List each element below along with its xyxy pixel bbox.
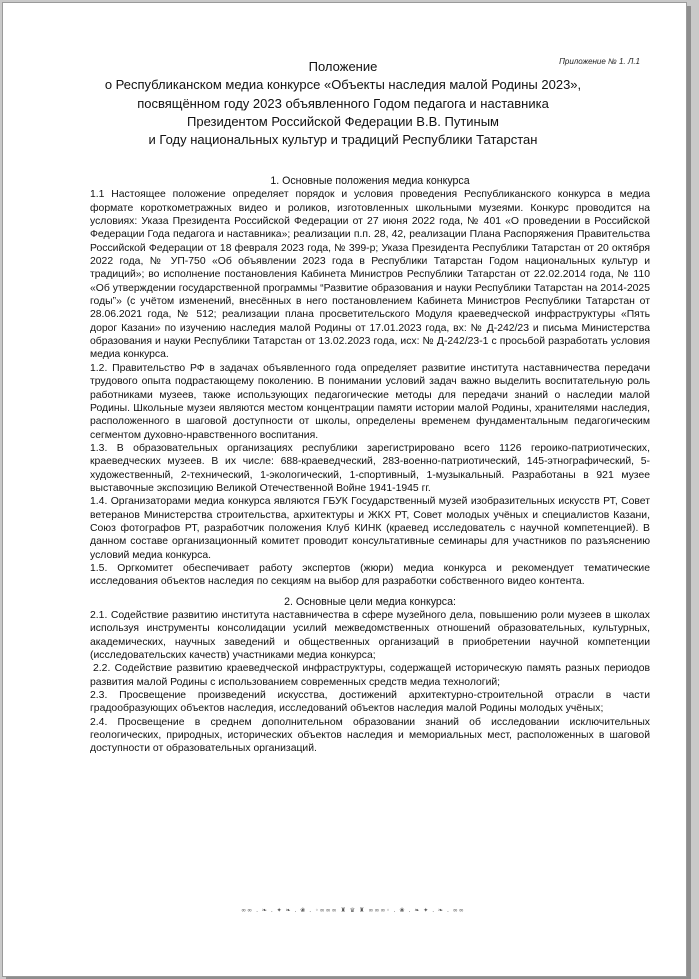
title-line: о Республиканском медиа конкурсе «Объекты наследия малой Родины 2023»,: [104, 77, 582, 93]
section-2-heading: 2. Основные цели медиа конкурса:: [284, 595, 456, 608]
title-line: Положение: [308, 59, 378, 74]
paragraph-2-1: 2.1. Содействие развитию института наставничества в сфере музейного дела, повышению роли музеев в школах используя инструменты консолидации усилий межведомственных отношений образовательных, культурных, академических, научных заведений и общественных организаций в приобретении научной компетенции (исследовательских качеств) участниками медиа конкурса;: [90, 610, 650, 662]
paragraph-1-4: 1.4. Организаторами медиа конкурса являются ГБУК Государственный музей изобразительных искусств РТ, Совет ветеранов Министерства строительства, архитектуры и ЖКХ РТ, Совет молодых учёных и специалистов Казани, Союз фотографов РТ, разработчик положения Клуб КИНК (краевед исследователь с научной компетенцией). В данном составе организационный комитет проводит консультативные семинары для участников по разъяснению условий медиа конкурса.: [90, 496, 650, 561]
section-1-heading: 1. Основные положения медиа конкурса: [270, 175, 470, 187]
footer-ornament: ∞∞ . ❧ . ✦ ❧ . ❀ . ◦∞∞∞ ♜ ♛ ♜ ∞∞∞◦ . ❀ . ❧ ✦ . ❧ . ∞∞: [241, 907, 465, 914]
paragraph-1-5: 1.5. Оргкомитет обеспечивает работу экспертов (жюри) медиа конкурса и рекомендует тематические исследования объектов наследия по секциям на выбор для разработки собственного видео контента.: [90, 562, 650, 588]
annex-label: Приложение № 1. Л.1: [559, 57, 640, 66]
paragraph-2-2: 2.2. Содействие развитию краеведческой инфраструктуры, содержащей историческую память разных периодов развития малой Родины с использованием современных средств медиа технологий;: [90, 663, 650, 688]
title-line: посвящённом году 2023 объявленного Годом педагога и наставника: [137, 95, 549, 111]
document-title: [63, 58, 623, 149]
paragraph-1-2: 1.2. Правительство РФ в задачах объявленного года определяет развитие института наставничества передачи трудового опыта подрастающему поколению. В понимании условий задач важно выделить воспитательную роль работниками музеев, также использующих педагогические методы для передачи знаний о наследии малой Родины. Школьные музеи являются местом концентрации памяти истории малой Родины, хранителями наследия, расположенного в шаговой доступности от школы, определены временем фундаментальным педагогическим сегментом духовно-нравственного воспитания.: [90, 362, 650, 441]
document-page: [2, 2, 687, 977]
paragraph-2-4: 2.4. Просвещение в среднем дополнительном образовании знаний об исследовании исключительных геологических, природных, исторических объектов наследия и мемориальных мест, расположенных в шаговой доступности от образовательных организаций.: [90, 716, 650, 755]
paragraph-2-3: 2.3. Просвещение произведений искусства, достижений архитектурно-строительной отрасли в части градообразующих объектов наследия, исследований объектов наследия малой Родины молодых учёных;: [90, 690, 650, 715]
title-line: и Году национальных культур и традиций Республики Татарстан: [148, 132, 538, 148]
document-body: [90, 175, 650, 756]
paragraph-1-1: 1.1 Настоящее положение определяет порядок и условия проведения Республиканского конкурса в медиа формате короткометражных видео и роликов, изготовленных школьными музеями. Конкурс проводится на условиях: Указа Президента Российской Федерации от 27 июня 2022 года, № 401 «О проведении в Российской Федерации Года педагога и наставника»; реализации п.п. 28, 42, реализации Плана Распоряжения Правительства Российской Федерации от 18 февраля 2023 года, № 399-р; Указа Президента Республики Татарстан от 20 октября 2022 года, № УП-750 «Об объявлении 2023 года в Республики Татарстан Годом национальных культур и традиций»; во исполнение постановления Кабинета Министров Республики Татарстан от 22.02.2014 года, № 110 «Об утверждении государственной программы “Развитие образования и науки Республики Татарстан на 2014-2025 годы”» (с учётом изменений, внесённых в него постановлением Кабинета Министров Республики Татарстан от 28.06.2021 года, № 512; реализации плана просветительского Модуля краеведческой инфраструктуры «Пять дорог Казани» по изучению наследия малой Родины от 17.01.2023 года, вх: № Д-242/23 и письма Министерства образования и науки Республики Татарстан от 13.02.2023 года, исх: № Д-242/23-1 с просьбой разработать условия медиа конкурса.: [90, 189, 650, 361]
title-line: Президентом Российской Федерации В.В. Путиным: [187, 113, 499, 129]
paragraph-1-3: 1.3. В образовательных организациях республики зарегистрировано всего 1126 героико-патриотических, краеведческих музеев. В их числе: 688-краеведческий, 283-военно-патриотический, 145-этнографический, 5-художественный, 2-технический, 1-экологический, 1-спортивный, 1-музыкальный. Разработаны в 921 музее выставочные экспозицию Великой Отечественной Войне 1941-1945 гг.: [90, 442, 650, 494]
